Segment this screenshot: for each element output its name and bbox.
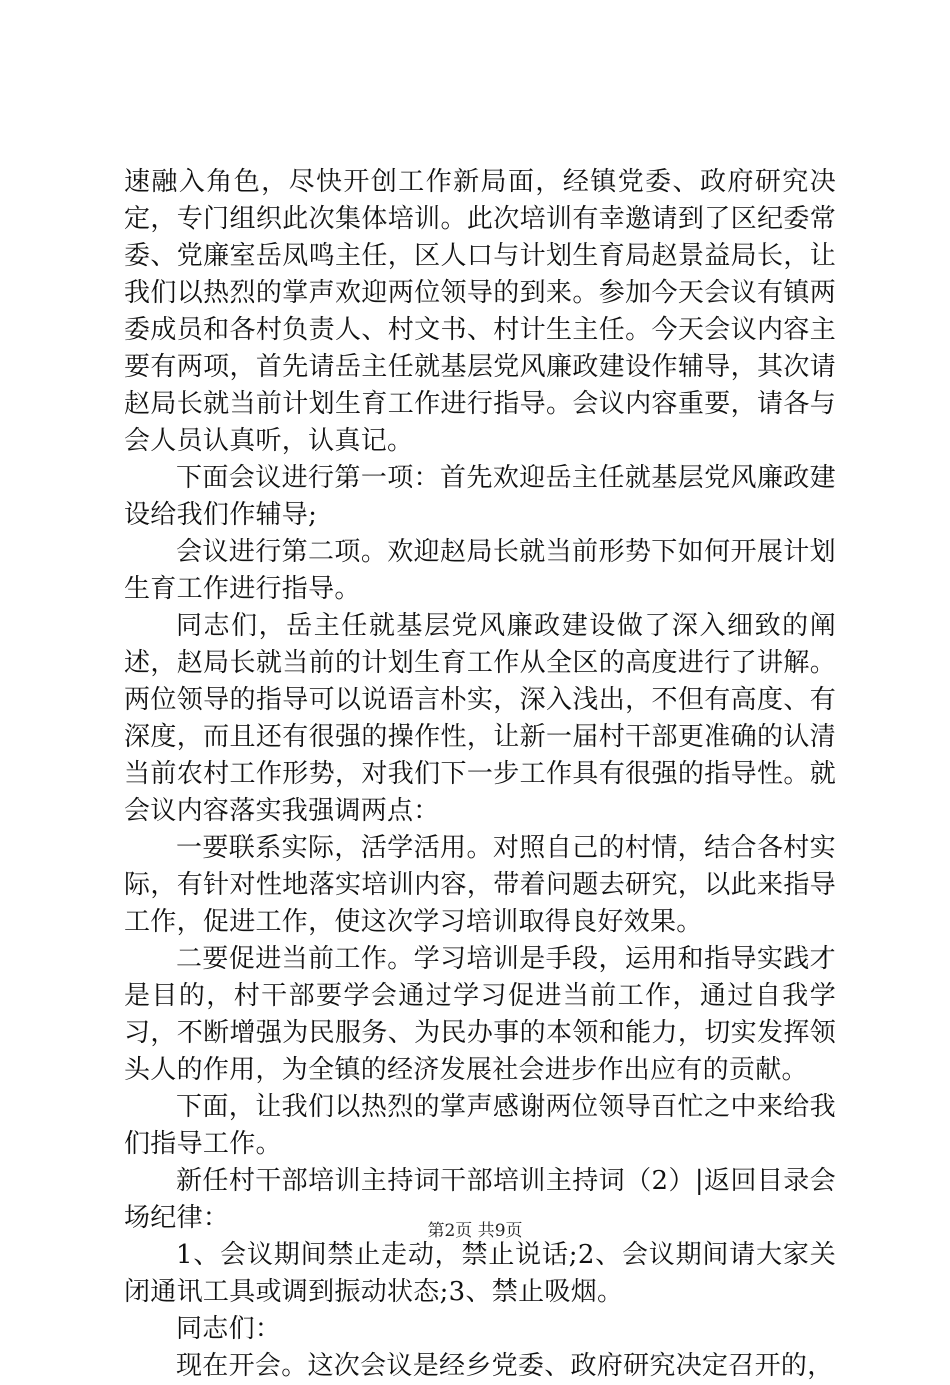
page-number-footer: 第2页 共9页 <box>427 1221 523 1241</box>
paragraph-2: 下面会议进行第一项：首先欢迎岳主任就基层党风廉政建设给我们作辅导; <box>124 463 836 530</box>
paragraph-11: 现在开会。这次会议是经乡党委、政府研究决定召开的， <box>176 1351 834 1381</box>
document-body <box>124 164 836 1385</box>
paragraph-3: 会议进行第二项。欢迎赵局长就当前形势下如何开展计划生育工作进行指导。 <box>124 537 836 604</box>
paragraph-6: 二要促进当前工作。学习培训是手段，运用和指导实践才是目的，村干部要学会通过学习促进当前工作，通过自我学习，不断增强为民服务、为民办事的本领和能力，切实发挥领头人的作用，为全镇的经济发展社会进步作出应有的贡献。 <box>124 944 836 1085</box>
paragraph-9: 1、会议期间禁止走动，禁止说话;2、会议期间请大家关闭通讯工具或调到振动状态;3、禁止吸烟。 <box>124 1240 836 1307</box>
paragraph-5: 一要联系实际，活学活用。对照自己的村情，结合各村实际，有针对性地落实培训内容，带着问题去研究，以此来指导工作，促进工作，使这次学习培训取得良好效果。 <box>124 833 836 937</box>
paragraph-4: 同志们，岳主任就基层党风廉政建设做了深入细致的阐述，赵局长就当前的计划生育工作从全区的高度进行了讲解。两位领导的指导可以说语言朴实，深入浅出，不但有高度、有深度，而且还有很强的操作性，让新一届村干部更准确的认清当前农村工作形势，对我们下一步工作具有很强的指导性。就会议内容落实我强调两点： <box>124 611 836 826</box>
paragraph-10: 同志们： <box>176 1314 282 1344</box>
paragraph-8: 新任村干部培训主持词干部培训主持词（2）|返回目录会场纪律： <box>124 1166 836 1233</box>
paragraph-1: 速融入角色，尽快开创工作新局面，经镇党委、政府研究决定，专门组织此次集体培训。此次培训有幸邀请到了区纪委常委、党廉室岳凤鸣主任，区人口与计划生育局赵景益局长，让我们以热烈的掌声欢迎两位领导的到来。参加今天会议有镇两委成员和各村负责人、村文书、村计生主任。今天会议内容主要有两项，首先请岳主任就基层党风廉政建设作辅导，其次请赵局长就当前计划生育工作进行指导。会议内容重要，请各与会人员认真听，认真记。 <box>124 167 836 456</box>
paragraph-7: 下面，让我们以热烈的掌声感谢两位领导百忙之中来给我们指导工作。 <box>124 1092 836 1159</box>
